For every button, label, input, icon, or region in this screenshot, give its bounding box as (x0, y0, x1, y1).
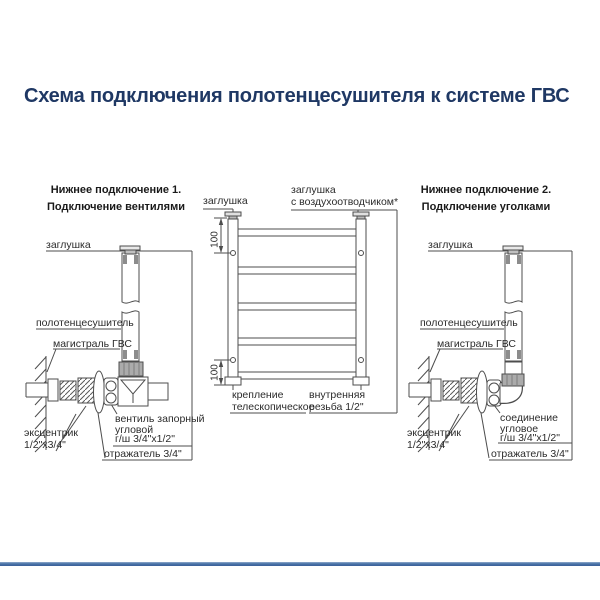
right-heading-line2: Подключение уголками (421, 201, 551, 213)
dimension-top-value: 100 (209, 231, 221, 248)
rail-foot-right (353, 377, 369, 385)
rail-post-left (228, 219, 238, 377)
left-valve-body (118, 377, 168, 406)
right-reflector-leader (481, 413, 489, 458)
page-title: Схема подключения полотенцесушителя к системе ГВС (24, 85, 570, 107)
left-heading-line1: Нижнее подключение 1. (50, 184, 182, 196)
right-corner-label-line1: соединение (500, 412, 558, 424)
left-main-leader (47, 349, 56, 372)
left-union-nut (104, 378, 118, 405)
center-airvent-label-line1: заглушка (291, 184, 336, 196)
center-mount-label-line2: телескопическое (232, 401, 315, 413)
center-thread-label-line1: внутренняя (309, 389, 366, 401)
center-plug-label: заглушка (203, 195, 248, 207)
left-eccentric-label-line1: эксцентрик (24, 427, 78, 439)
left-eccentric-fitting-2 (78, 378, 95, 403)
right-eccentric-label-line1: эксцентрик (407, 427, 461, 439)
right-plug-label: заглушка (428, 239, 473, 251)
left-towel-rail-label: полотенцесушитель (36, 317, 134, 329)
center-airvent-label-line2: с воздухоотводчиком* (291, 196, 399, 208)
left-plug-label: заглушка (46, 239, 91, 251)
rail-plug-caps (225, 212, 369, 219)
right-eccentric-label-line2: 1/2"х3/4" (407, 439, 449, 451)
right-towel-rail-label: полотенцесушитель (420, 317, 518, 329)
right-main-leader (430, 349, 440, 372)
right-eccentric-fitting (443, 381, 459, 400)
right-reflector-label: отражатель 3/4" (491, 448, 569, 460)
rail-foot-left (225, 377, 241, 385)
right-union-nut (487, 380, 501, 406)
left-reflector-label: отражатель 3/4" (104, 448, 182, 460)
center-mount-label-line1: крепление (232, 389, 284, 401)
left-eccentric-label-line2: 1/2"х3/4" (24, 439, 66, 451)
right-corner-label-line3: г/ш 3/4"х1/2" (500, 432, 560, 444)
right-hot-water-main-label: магистраль ГВС (437, 338, 516, 350)
right-eccentric-fitting-2 (461, 378, 478, 403)
bottom-divider (0, 562, 600, 566)
right-heading-line1: Нижнее подключение 2. (420, 184, 552, 196)
left-reflector (94, 371, 105, 413)
rail-post-right (356, 219, 366, 377)
left-valve-nut (119, 362, 143, 376)
right-elbow-nut (502, 362, 524, 386)
left-hot-water-main-label: магистраль ГВС (53, 338, 132, 350)
right-reflector (477, 371, 488, 413)
left-valve-label-line2: угловой (115, 424, 154, 436)
center-thread-label-line2: резьба 1/2" (309, 401, 364, 413)
left-valve-label-line1: вентиль запорный (115, 413, 205, 425)
left-valve-label-line3: г/ш 3/4"х1/2" (115, 433, 175, 445)
dimension-bottom-value: 100 (209, 364, 221, 381)
left-heading-line2: Подключение вентилями (47, 201, 185, 213)
rail-rungs (238, 229, 356, 379)
towel-rail-drawing (203, 209, 397, 413)
right-corner-label-line2: угловое (500, 423, 539, 435)
left-eccentric-fitting (60, 381, 76, 400)
